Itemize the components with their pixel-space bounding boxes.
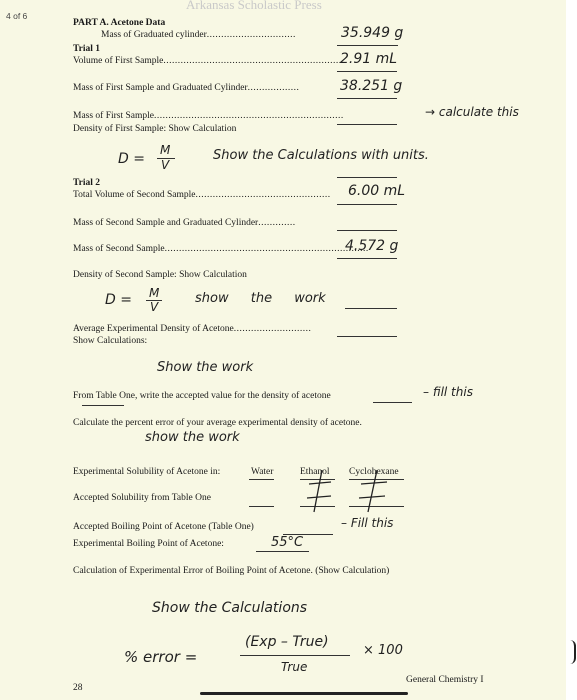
mass-second-and-cyl-line — [337, 230, 397, 231]
density-second-den: V — [150, 300, 159, 314]
bp-experimental-value: 55°C — [271, 535, 304, 550]
mass-second-line — [337, 258, 397, 259]
water-label: Water — [251, 467, 274, 477]
pct-error-lhs: % error = — [124, 648, 198, 666]
density-first-label: Density of First Sample: Show Calculation — [73, 124, 237, 134]
density-second-line — [345, 308, 397, 309]
pct-error-bar — [240, 655, 350, 656]
bottom-rule — [200, 692, 408, 695]
handwritten-underline — [82, 405, 124, 406]
scrollbar-thumb[interactable] — [569, 640, 576, 664]
density-formula-den: V — [161, 158, 170, 172]
strikethrough-marks — [295, 470, 415, 515]
water-line-1 — [249, 479, 274, 480]
avg-note: Show the work — [157, 360, 254, 375]
cyclohexane-label: Cyclohexane — [349, 467, 399, 477]
show-calc-label: Show Calculations: — [73, 336, 148, 346]
density-second-formula-lhs: D = — [105, 292, 132, 308]
pct-error-num: (Exp – True) — [245, 634, 329, 650]
density-second-label: Density of Second Sample: Show Calculation — [73, 270, 247, 280]
ethanol-stroke — [314, 470, 322, 512]
right-margin — [566, 0, 577, 700]
trial-2-heading: Trial 2 — [73, 178, 101, 188]
vol-first-value: 2.91 mL — [340, 51, 398, 67]
course-name: General Chemistry I — [406, 675, 484, 685]
water-line-2 — [249, 506, 274, 507]
table-one-line — [373, 402, 412, 403]
vol-second-value: 6.00 mL — [348, 183, 406, 199]
watermark: Arkansas Scholastic Press — [186, 0, 322, 12]
accepted-solubility-label: Accepted Solubility from Table One — [73, 493, 211, 503]
avg-density-line — [337, 336, 397, 337]
mass-first-label: Mass of First Sample.................................................................. — [73, 111, 344, 121]
page-counter: 4 of 6 — [6, 11, 28, 21]
vol-second-label: Total Volume of Second Sample............................................... — [73, 190, 331, 200]
part-a-title: PART A. Acetone Data — [73, 18, 166, 28]
mass-second-value: 4.572 g — [345, 238, 399, 254]
mass-first-and-cyl-value: 38.251 g — [340, 78, 403, 94]
mass-grad-cyl-label: Mass of Graduated cylinder............................... — [101, 30, 296, 40]
percent-error-label: Calculate the percent error of your average experimental density of acetone. — [73, 418, 362, 428]
vol-first-label: Volume of First Sample............................................................... — [73, 56, 345, 66]
mass-second-and-cyl-label: Mass of Second Sample and Graduated Cylinder............. — [73, 218, 296, 228]
density-formula-num: M — [160, 143, 171, 157]
density-second-num: M — [149, 286, 160, 300]
mass-grad-cyl-line — [337, 45, 398, 46]
pct-error-times: × 100 — [363, 643, 403, 658]
calculate-note: → calculate this — [425, 105, 519, 119]
bp-note: Show the Calculations — [152, 600, 308, 616]
table-one-label: From Table One, write the accepted value for the density of acetone — [73, 391, 331, 401]
mass-first-and-cyl-label: Mass of First Sample and Graduated Cylinder.................. — [73, 83, 300, 93]
bp-experimental-line — [256, 551, 309, 552]
mass-first-line — [337, 124, 397, 125]
ethanol-label: Ethanol — [300, 467, 330, 477]
page-number: 28 — [73, 683, 83, 693]
mass-second-label: Mass of Second Sample....................................................................... — [73, 244, 369, 254]
mass-grad-cyl-value: 35.949 g — [341, 25, 404, 41]
fill-note-1: – fill this — [423, 385, 473, 399]
density-formula-lhs: D = — [118, 151, 145, 167]
mass-first-and-cyl-line — [337, 98, 397, 99]
solubility-label: Experimental Solubility of Acetone in: — [73, 467, 221, 477]
percent-note: show the work — [145, 430, 240, 445]
vol-first-line — [337, 71, 397, 72]
bp-accepted-label: Accepted Boiling Point of Acetone (Table One) — [73, 522, 254, 532]
pct-error-den: True — [281, 660, 308, 674]
density-second-note: show the work — [195, 291, 326, 306]
cyclohexane-stroke — [368, 470, 377, 512]
fill-note-2: – Fill this — [341, 516, 394, 530]
vol-second-line — [337, 204, 397, 205]
trial-1-heading: Trial 1 — [73, 44, 101, 54]
density-first-line — [337, 177, 397, 178]
bp-experimental-label: Experimental Boiling Point of Acetone: — [73, 539, 224, 549]
avg-density-label: Average Experimental Density of Acetone........................... — [73, 324, 312, 334]
bp-error-label: Calculation of Experimental Error of Boiling Point of Acetone. (Show Calculation) — [73, 566, 390, 576]
density-first-note: Show the Calculations with units. — [213, 148, 429, 163]
